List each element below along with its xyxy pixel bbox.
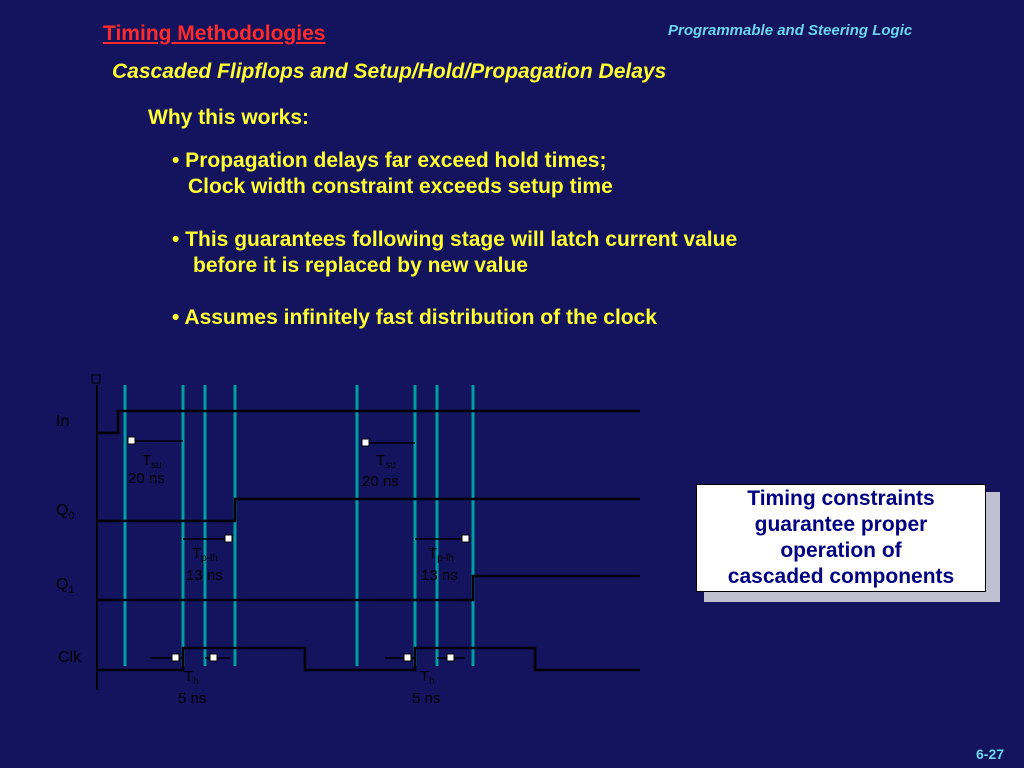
th-label-1: $T_h$ <box>184 668 199 687</box>
signal-label-clk: Clk <box>58 649 82 666</box>
th-value-1: 5 ns <box>178 690 207 707</box>
marker-lines <box>125 385 473 666</box>
bracket-marker-icon <box>128 437 135 444</box>
note-line-4: cascaded components <box>727 565 955 588</box>
bracket-marker-icon <box>172 654 179 661</box>
th-value-2: 5 ns <box>412 690 441 707</box>
tplh-label-2: $T_{p-lh}$ <box>428 545 454 564</box>
note-line-2: guarantee proper <box>754 513 928 536</box>
tsu-value-2: 20 ns <box>362 473 399 490</box>
note-line-3: operation of <box>780 539 902 562</box>
tsu-label-2: $T_{su}$ <box>376 452 396 471</box>
signal-label-q1: $Q_1$ <box>56 576 75 596</box>
bracket-marker-icon <box>362 439 369 446</box>
course-title: Programmable and Steering Logic <box>668 22 913 39</box>
waveform-in <box>97 411 640 433</box>
note-line-1: Timing constraints <box>747 487 935 510</box>
tplh-label-1: $T_{p-lh}$ <box>192 545 218 564</box>
tsu-value-1: 20 ns <box>128 470 165 487</box>
bracket-marker-icon <box>462 535 469 542</box>
bullet-1-line-1: • Propagation delays far exceed hold times; <box>172 149 607 172</box>
tsu-label-1: $T_{su}$ <box>142 452 162 471</box>
signal-label-in: In <box>56 413 70 430</box>
waveform-q0 <box>97 499 640 521</box>
th-label-2: $T_h$ <box>420 668 435 687</box>
slide-subtitle: Cascaded Flipflops and Setup/Hold/Propagation Delays <box>112 60 667 83</box>
callout-note <box>696 484 986 592</box>
bracket-marker-icon <box>447 654 454 661</box>
bullet-2-line-2: before it is replaced by new value <box>193 254 528 277</box>
bracket-marker-icon <box>210 654 217 661</box>
tplh-value-2: 13 ns <box>421 567 458 584</box>
bracket-marker-icon <box>404 654 411 661</box>
bullet-2-line-1: • This guarantees following stage will latch current value <box>172 228 738 251</box>
tplh-value-1: 13 ns <box>186 567 223 584</box>
bullet-3-line-1: • Assumes infinitely fast distribution of the clock <box>172 306 657 329</box>
section-title: Timing Methodologies <box>103 22 326 45</box>
bracket-marker-icon <box>225 535 232 542</box>
bullet-1-line-2: Clock width constraint exceeds setup time <box>188 175 613 198</box>
axis-handle-icon <box>92 375 100 383</box>
page-number: 6-27 <box>976 746 1005 762</box>
waveform-q1 <box>97 576 640 600</box>
signal-label-q0: $Q_0$ <box>56 502 75 522</box>
why-heading: Why this works: <box>148 106 310 129</box>
